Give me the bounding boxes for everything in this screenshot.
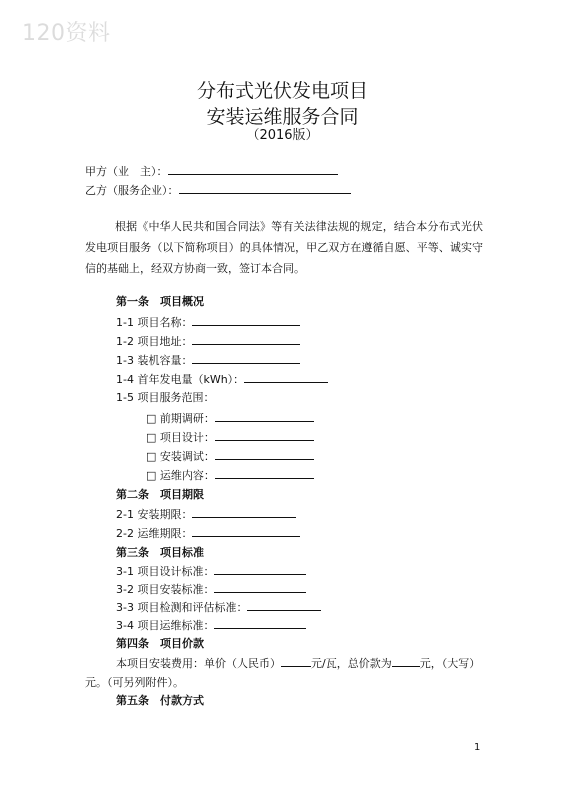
watermark: 120资料 [22,21,111,46]
document-subtitle: 安装运维服务合同 [206,106,359,128]
document-title: 分布式光伏发电项目 [196,80,368,102]
capacity-label: 1-3 装机容量： [116,354,193,367]
fee-line [116,656,480,671]
scope-maintenance-blank[interactable] [215,468,314,479]
fee-prefix: 本项目安装费用：单价（人民币） [116,657,281,670]
ops-period-label: 2-2 运维期限： [116,527,193,540]
scope-commissioning-blank[interactable] [215,449,314,460]
install-standard-blank[interactable] [214,582,306,593]
fee-line-2: 元。（可另列附件）。 [85,676,184,689]
scope-design-line [146,430,314,445]
first-year-label: 1-4 首年发电量（kWh）： [116,373,245,386]
capacity-blank[interactable] [192,353,300,364]
scope-research-blank[interactable] [215,411,314,422]
capacity-line [116,353,300,368]
scope-maintenance-line [146,468,314,483]
install-period-line [116,507,296,522]
fee-unit: 元/瓦，总价款为 [311,657,392,670]
install-period-blank[interactable] [192,507,296,518]
scope-maintenance-checkbox[interactable]: □ 运维内容： [146,469,215,482]
unit-price-blank[interactable] [281,656,311,667]
scope-label: 1-5 项目服务范围： [116,391,215,404]
scope-line [116,391,214,405]
scope-research-checkbox[interactable]: □ 前期调研： [146,412,215,425]
ops-standard-blank[interactable] [214,618,306,629]
project-name-line [116,315,300,330]
inspect-standard-blank[interactable] [247,600,321,611]
project-name-blank[interactable] [192,315,300,326]
scope-design-checkbox[interactable]: □ 项目设计： [146,431,215,444]
article4-heading: 第四条 项目价款 [116,637,204,650]
ops-standard-label: 3-4 项目运维标准： [116,619,215,632]
party-a-blank[interactable] [168,164,338,175]
fee-total-unit: 元，（大写） [419,657,481,670]
design-standard-blank[interactable] [214,564,306,575]
install-standard-line [116,582,306,597]
project-address-line [116,334,300,349]
project-address-blank[interactable] [192,334,300,345]
project-name-label: 1-1 项目名称： [116,316,193,329]
scope-design-blank[interactable] [215,430,314,441]
party-a-line [85,164,338,179]
article2-heading: 第二条 项目期限 [116,488,204,501]
install-period-label: 2-1 安装期限： [116,508,193,521]
install-standard-label: 3-2 项目安装标准： [116,583,215,596]
ops-period-blank[interactable] [192,526,300,537]
article3-heading: 第三条 项目标准 [116,546,204,559]
party-b-label: 乙方（服务企业）： [85,184,179,197]
article5-heading: 第五条 付款方式 [116,694,204,707]
article1-heading: 第一条 项目概况 [116,295,204,308]
party-a-label: 甲方（业 主）： [85,165,168,178]
intro-paragraph: 根据《中华人民共和国合同法》等有关法律法规的规定，结合本分布式光伏发电项目服务（以下简称项目）的具体情况，甲乙双方在遵循自愿、平等、诚实守信的基础上，经双方协商一致，签订本合同。 [85,220,483,275]
party-b-line [85,183,351,198]
scope-commissioning-line [146,449,314,464]
design-standard-line [116,564,306,579]
first-year-line [116,372,328,387]
edition-label: （2016版） [246,128,319,143]
ops-standard-line [116,618,306,633]
inspect-standard-label: 3-3 项目检测和评估标准： [116,601,248,614]
first-year-blank[interactable] [244,372,328,383]
scope-research-line [146,411,314,426]
design-standard-label: 3-1 项目设计标准： [116,565,215,578]
total-price-blank[interactable] [392,656,420,667]
page-number: 1 [474,742,481,753]
inspect-standard-line [116,600,321,615]
ops-period-line [116,526,300,541]
scope-commissioning-checkbox[interactable]: □ 安装调试： [146,450,215,463]
party-b-blank[interactable] [179,183,351,194]
project-address-label: 1-2 项目地址： [116,335,193,348]
